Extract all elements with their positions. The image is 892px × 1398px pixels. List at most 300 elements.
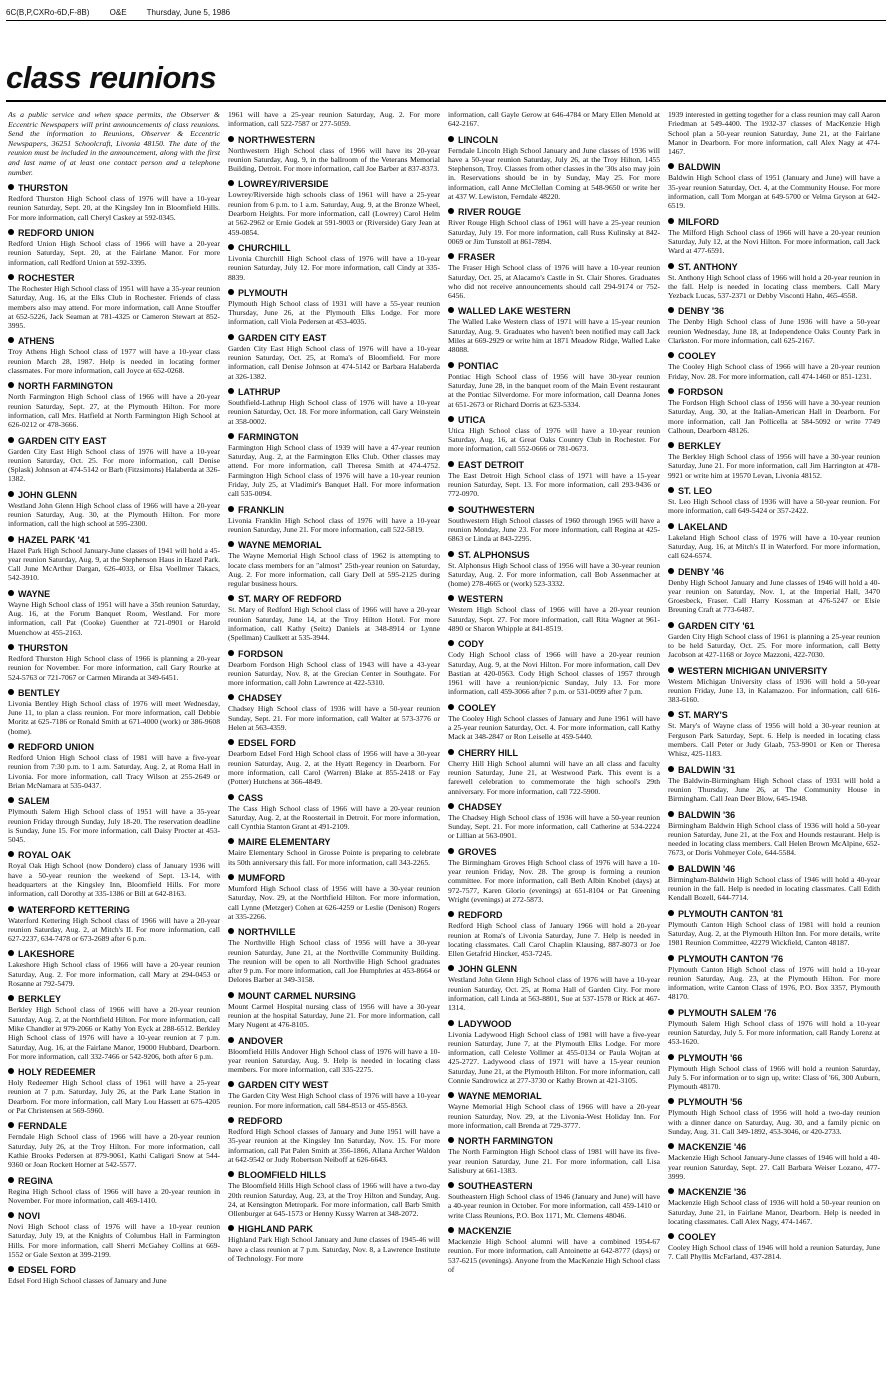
reunion-entry: [228, 134, 440, 174]
bullet-icon: [668, 1009, 674, 1015]
bullet-icon: [448, 1227, 454, 1233]
reunion-entry: [8, 993, 220, 1061]
entry-heading: [668, 1141, 880, 1153]
entry-body: Redford High School class of January 1966 will hold a 20-year reunion at Roma's of Livonia Saturday, June 7. Help is needed in locating classmates. Call Carol Chaplin Klausing, 887-8073 or Joe Ellen Getafrid Hincker, 453-7245.: [448, 921, 660, 959]
bullet-icon: [448, 1137, 454, 1143]
bullet-icon: [668, 1143, 674, 1149]
entry-body: The Northville High School class of 1956 will have a 30-year reunion Saturday, June 21, at the Northville Community Building. The reunion will be open to all Northville High School graduates after 9 p.m. For more information, call Joe Humphries at 453-8664 or Delores Barber at 349-3158.: [228, 938, 440, 985]
entry-body: Redford High School classes of January and June 1951 will have a 35-year reunion at the Kingsley Inn Saturday, Nov. 15. For more information, call Pat Palen Smith at 356-1866, Allana Archer Waldon at 642-9542 or Judy Robertson Neiboff at 626-6643.: [228, 1127, 440, 1164]
entry-heading-text: WESTERN MICHIGAN UNIVERSITY: [678, 665, 828, 676]
entry-body: information, call Gayle Gerow at 646-4784 or Mary Ellen Menold at 642-2167.: [448, 110, 660, 129]
entry-heading: [668, 809, 880, 821]
bullet-icon: [8, 995, 14, 1001]
entry-heading-text: LAKESHORE: [18, 949, 75, 960]
entry-heading-text: CHURCHILL: [238, 242, 291, 253]
reunion-entry: [668, 953, 880, 1002]
entry-body: The Chadsey High School class of 1936 will have a 50-year reunion Sunday, Sept. 21. For more information, call Catherine at 534-2224 or Lillian at 563-0901.: [448, 812, 660, 841]
bullet-icon: [448, 848, 454, 854]
entry-heading-text: WAYNE MEMORIAL: [458, 1091, 542, 1102]
reunion-entry: [228, 1115, 440, 1164]
bullet-icon: [668, 1054, 674, 1060]
bullet-icon: [448, 506, 454, 512]
reunion-entry: [448, 1090, 660, 1130]
entry-heading-text: ST. MARY OF REDFORD: [238, 594, 342, 605]
entry-body: The Walled Lake Western class of 1971 will have a 15-year reunion Saturday, Aug. 9. Graduates who haven't been notified may call Jack Miles at 669-2929 or write him at 1871 Meadow Ridge, Walled Lake 48088.: [448, 317, 660, 355]
entry-body: The East Detroit High School class of 1971 will have a 15-year reunion Saturday, Sept. 13. For more information, call 293-9436 or 772-0970.: [448, 470, 660, 499]
entry-heading-text: DENBY '36: [678, 306, 724, 317]
entry-body: Hazel Park High School January-June classes of 1941 will hold a 45-year reunion Saturday, Aug. 9, at the Stephenson Haus in Hazel Park. Call June McArthur Dargan, 626-4033, or Elsa Voellmer Takacs, 542-3910.: [8, 545, 220, 583]
bullet-icon: [228, 136, 234, 142]
entry-heading: [668, 1186, 880, 1198]
reunion-entry: [448, 1135, 660, 1175]
bullet-icon: [448, 253, 454, 259]
entry-heading-text: NOVI: [18, 1211, 41, 1222]
bullet-icon: [8, 1212, 14, 1218]
entry-heading: [228, 1079, 440, 1091]
entry-heading: [8, 534, 220, 546]
entry-body: Redford Thurston High School class of 1966 is planning a 20-year reunion for November. For more information, call Gary Rourke at 524-5763 or 721-7067 or Carmen Miranda at 349-6451.: [8, 653, 220, 682]
reunion-entry: [448, 747, 660, 796]
entry-heading: [448, 305, 660, 317]
reunion-entry: [448, 963, 660, 1012]
entry-heading: [448, 1180, 660, 1192]
bullet-icon: [228, 1081, 234, 1087]
reunion-entry: [668, 1141, 880, 1181]
reunion-entry: [228, 692, 440, 732]
reunion-entry: [8, 182, 220, 222]
entry-heading: [228, 872, 440, 884]
entry-heading-text: FERNDALE: [18, 1121, 67, 1132]
entry-heading-text: FORDSON: [238, 648, 283, 659]
entry-heading-text: WESTERN: [458, 594, 503, 605]
entry-body: Redford Union High School class of 1981 will have a five-year reunion from 7:30 p.m. to 1 a.m. Saturday, Aug. 2, at Roma Hall in Livonia. For more information, call Tracy Wilson at 255-2649 or Brian McNamara at 535-0437.: [8, 753, 220, 790]
entry-heading-text: REDFORD: [458, 910, 503, 921]
reunion-entry: [228, 287, 440, 327]
reunion-entry: [448, 504, 660, 544]
entry-body: The Denby High School class of June 1936 will have a 50-year reunion Wednesday, June 18, at Independence Oaks County Park in Clarkston. For more information, call 625-2167.: [668, 317, 880, 346]
entry-body: Livonia Bentley High School class of 1976 will meet Wednesday, June 11, to plan a class reunion. For more information, call Debbie Moritz at 625-7186 or Ronald Smith at 671-4000 (work) or 386-9608 (home).: [8, 698, 220, 736]
entry-heading-text: SOUTHEASTERN: [458, 1181, 533, 1192]
bullet-icon: [8, 382, 14, 388]
entry-heading: [8, 948, 220, 960]
entry-body: Northwestern High School class of 1966 will have its 20-year reunion Saturday, Aug. 9, in the ballroom of the Veterans Memorial Building, Detroit. For more information, call Joe Barber at 837-8373.: [228, 145, 440, 174]
entry-heading: [228, 1035, 440, 1047]
reunion-entry: [448, 549, 660, 589]
entry-heading-text: GARDEN CITY WEST: [238, 1080, 329, 1091]
folio-paper: O&E: [109, 8, 127, 17]
entry-heading-text: REDFORD UNION: [18, 742, 94, 753]
entry-heading: [8, 642, 220, 654]
entry-body: Livonia Franklin High School class of 1976 will have a 10-year reunion Saturday, June 21. For more information, call 522-5819.: [228, 515, 440, 534]
entry-body: Dearborn Edsel Ford High School class of 1956 will have a 30-year reunion Saturday, Aug. 2, at the Hyatt Regency in Dearborn. For more information, call Carol (Warren) Blake at 855-2418 or Fay (Potter) Hutchens at 366-4849.: [228, 749, 440, 787]
reunion-entry: [668, 110, 880, 156]
reunion-entry: [228, 792, 440, 832]
reunion-entry: [228, 178, 440, 236]
entry-body: 1961 will have a 25-year reunion Saturday, Aug. 2. For more information, call 522-7587 or 277-5059.: [228, 110, 440, 129]
bullet-icon: [8, 743, 14, 749]
reunion-entry: [668, 863, 880, 903]
entry-heading-text: THURSTON: [18, 183, 68, 194]
entry-body: Edsel Ford High School classes of January and June: [8, 1276, 167, 1286]
entry-heading-text: REGINA: [18, 1175, 54, 1186]
reunion-entry: [228, 593, 440, 642]
entry-heading: [448, 414, 660, 426]
bullet-icon: [228, 1117, 234, 1123]
bullet-icon: [8, 1122, 14, 1128]
bullet-icon: [228, 595, 234, 601]
entry-heading: [448, 846, 660, 858]
entry-body: Plymouth Salem High School class of 1976 will hold a 10-year reunion Saturday, July 5. For more information, call Randy Lorenz at 453-1620.: [668, 1018, 880, 1047]
entry-heading: [8, 1210, 220, 1222]
entry-heading: [228, 836, 440, 848]
entry-body: The Milford High School class of 1966 will have a 20-year reunion Saturday, July 12, at the Novi Hilton. For more information, call Jack Ward at 477-6591.: [668, 227, 880, 256]
reunion-entry: [448, 801, 660, 841]
entry-heading: [8, 1264, 220, 1276]
entry-heading: [448, 963, 660, 975]
entry-heading: [668, 1096, 880, 1108]
reunion-entry: [448, 414, 660, 454]
entry-body: Cody High School class of 1966 will have a 20-year reunion Saturday, Aug. 9, at the Novi Hilton. For more information, call Dev Bastian at 420-0563. Cody High School classes of 1957 through 1961 will have a reunion/picnic Sunday, July 13. For more information, call 459-3066 after 7 p.m. or 531-0099 after 7 p.m.: [448, 650, 660, 697]
reunion-entry: [8, 489, 220, 529]
entry-heading: [8, 1175, 220, 1187]
entry-heading: [448, 251, 660, 263]
entry-heading-text: COOLEY: [678, 351, 717, 362]
entry-heading-text: JOHN GLENN: [18, 489, 78, 500]
entry-heading: [448, 459, 660, 471]
bullet-icon: [8, 337, 14, 343]
entry-heading: [668, 566, 880, 578]
reunion-entry: [8, 435, 220, 484]
entry-heading-text: FARMINGTON: [238, 431, 299, 442]
reunion-entry: [8, 687, 220, 736]
bullet-icon: [668, 865, 674, 871]
entry-body: Birmingham Baldwin High School class of 1936 will hold a 50-year reunion Saturday, June 21, at the Fox and Hounds restaurant. Help is needed in locating class members. Call Helen Brown McAlpine, 652-7673, or Doris Vohmeyer Cole, 644-5584.: [668, 820, 880, 858]
bullet-icon: [448, 307, 454, 313]
entry-heading-text: DENBY '46: [678, 566, 724, 577]
entry-body: The Fordson High School class of 1956 will have a 30-year reunion Saturday, Aug. 30, at the Italian-American Hall in Dearborn. For more information, call Jan Pollicella at 584-5092 or write 7749 Calhoun, Dearborn 48126.: [668, 397, 880, 435]
entry-heading-text: MACKENZIE '36: [678, 1187, 747, 1198]
entry-heading-text: EDSEL FORD: [238, 738, 296, 749]
bullet-icon: [448, 965, 454, 971]
reunion-entry: [8, 1210, 220, 1259]
bullet-icon: [228, 541, 234, 547]
entry-heading-text: HAZEL PARK '41: [18, 534, 90, 545]
entry-heading-text: BERKLEY: [678, 441, 722, 452]
bullet-icon: [8, 184, 14, 190]
entry-heading-text: SALEM: [18, 796, 50, 807]
entry-heading: [228, 593, 440, 605]
bullet-icon: [228, 1171, 234, 1177]
entry-heading: [668, 261, 880, 273]
reunion-entry: [8, 1264, 220, 1285]
bullet-icon: [668, 766, 674, 772]
entry-body: The Cooley High School classes of January and June 1961 will have a 25-year reunion Saturday, Oct. 4. For more information, call Kathy Mack at 348-2847 or Ron Leiselle at 459-5440.: [448, 713, 660, 742]
entry-heading-text: MACKENZIE: [458, 1226, 512, 1237]
reunion-entry: [448, 206, 660, 246]
reunion-entry: [228, 737, 440, 786]
entry-heading: [228, 431, 440, 443]
reunion-entry: [8, 534, 220, 583]
bullet-icon: [8, 590, 14, 596]
reunion-entry: [228, 872, 440, 921]
bullet-icon: [8, 1266, 14, 1272]
reunion-entry: [448, 638, 660, 696]
reunion-entry: [228, 1223, 440, 1263]
entry-heading-text: WATERFORD KETTERING: [18, 904, 130, 915]
entry-body: St. Leo High School class of 1936 will have a 50-year reunion. For more information, call 649-5424 or 357-2422.: [668, 497, 880, 516]
entry-body: St. Alphonsus High School class of 1956 will have a 30-year reunion Saturday, Aug. 2. For more information, call Bob Assenmacher at (home) 278-4665 or (work) 523-3332.: [448, 560, 660, 589]
entry-body: St. Mary's of Wayne class of 1956 will hold a 30-year reunion at Ferguson Park Saturday, Sept. 6. Help is needed in locating class members. Call Peter or Judy Glaab, 753-9901 or Ken or Theresa Whisz, 425-1183.: [668, 721, 880, 759]
bullet-icon: [448, 640, 454, 646]
entry-heading-text: PLYMOUTH CANTON '81: [678, 908, 784, 919]
entry-heading-text: RIVER ROUGE: [458, 207, 522, 218]
entry-body: 1939 interested in getting together for a class reunion may call Aaron Friedman at 549-4400. The 1932-37 classes of MacKenzie High School plan a 50-year reunion Saturday, June 21, at the Fairlane Manor in Dearborn. For more information, call Alex Nagy at 474-1467.: [668, 110, 880, 157]
bullet-icon: [228, 1037, 234, 1043]
entry-body: Livonia Ladywood High School class of 1981 will have a five-year reunion Saturday, June 7, at the Plymouth Elks Lodge. For more information, call Celeste Vollmer at 455-0134 or Paula Wojtan at 425-2727. Ladywood class of 1971 will have a 15-year reunion Saturday, June 21, at the Plymouth Hilton. For more information, call Connie Sandrowicz at 277-3730 or Kathy Brown at 421-3105.: [448, 1029, 660, 1086]
entry-body: The Baldwin-Birmingham High School class of 1931 will hold a reunion Thursday, June 26, at The Community House in Birmingham. Call Jean Deer Blow, 645-1948.: [668, 775, 880, 804]
entry-heading-text: HIGHLAND PARK: [238, 1224, 313, 1235]
bullet-icon: [448, 362, 454, 368]
reunion-entry: [228, 504, 440, 535]
reunion-entry: [8, 948, 220, 988]
entry-body: Wayne High School class of 1951 will have a 35th reunion Saturday, Aug. 16, at the Forum Banquet Room, Westland. For more information, call Pat (Cooke) Guenther at 721-0901 or Harold Muenchow at 455-2163.: [8, 599, 220, 637]
entry-heading: [8, 335, 220, 347]
reunion-entry: [668, 1231, 880, 1262]
bullet-icon: [228, 433, 234, 439]
entry-body: Plymouth Salem High School class of 1951 will have a 35-year reunion Friday through Sunday, July 18-20. The reservation deadline is Sunday, June 15. For more information, call Daisy Procter at 453-5045.: [8, 807, 220, 845]
entry-body: Westland John Glenn High School class of 1976 will have a 10-year reunion Saturday, Oct. 25, at Roma Hall of Garden City. For more information, call Linda at 563-8801, Sue at 537-1578 or Rick at 467-1314.: [448, 975, 660, 1013]
entry-body: Redford Union High School class of 1966 will have a 20-year reunion Saturday, Sept. 20, at the Fairlane Manor. For more information, call Redford Union at 592-3395.: [8, 239, 220, 267]
entry-heading-text: BALDWIN '31: [678, 764, 736, 775]
entry-heading: [8, 227, 220, 239]
entry-heading-text: FORDSON: [678, 386, 723, 397]
entry-heading: [448, 801, 660, 813]
bullet-icon: [668, 442, 674, 448]
entry-heading-text: MACKENZIE '46: [678, 1142, 747, 1153]
bullet-icon: [8, 689, 14, 695]
entry-heading: [668, 305, 880, 317]
entry-body: Highland Park High School January and June classes of 1945-46 will have a class reunion at 7 p.m. Saturday, Nov. 8, a Lawrence Institute of Technology. For more: [228, 1235, 440, 1264]
entry-heading-text: PONTIAC: [458, 360, 499, 371]
entry-heading-text: GARDEN CITY EAST: [238, 332, 327, 343]
entry-heading-text: WALLED LAKE WESTERN: [458, 306, 571, 317]
entry-heading: [448, 134, 660, 146]
reunion-entry: [448, 702, 660, 742]
bullet-icon: [8, 1177, 14, 1183]
folio-section: 6C(B,P,CXRo-6D,F-8B): [6, 8, 90, 17]
entry-heading-text: JOHN GLENN: [458, 964, 518, 975]
entry-body: The Garden City West High School class of 1976 will have a 10-year reunion. For more information, call 584-8513 or 455-8563.: [228, 1091, 440, 1110]
entry-body: Cherry Hill High School alumni will have an all class and faculty reunion Saturday, June 21, at Westwood Park. This event is a farewell celebration to commemorate the high school's 29th anniversary. For more information, call 722-5900.: [448, 758, 660, 796]
entry-heading-text: HOLY REDEEMER: [18, 1067, 96, 1078]
bullet-icon: [448, 136, 454, 142]
bullet-icon: [228, 739, 234, 745]
column-3: [448, 110, 660, 1396]
entry-heading: [228, 1115, 440, 1127]
entry-body: Mackenzie High School January-June classes of 1946 will hold a 40-year reunion Saturday, Sept. 27. Call Barbara Weiser Lozano, 477-3999.: [668, 1153, 880, 1181]
reunion-columns: [8, 110, 886, 1396]
entry-heading-text: BALDWIN: [678, 162, 721, 173]
entry-heading-text: UTICA: [458, 414, 486, 425]
entry-heading-text: NORTHVILLE: [238, 927, 296, 938]
entry-body: Garden City East High School class of 1976 will have a 10-year reunion Saturday, Oct. 25, at Roma's of Bloomfield. For more information, call Denise Johnson at 474-5142 or Barbara Halaberda at 326-1382.: [228, 343, 440, 381]
entry-heading-text: CHERRY HILL: [458, 747, 519, 758]
reunion-entry: [668, 809, 880, 858]
bullet-icon: [228, 388, 234, 394]
entry-body: Utica High School class of 1976 will have a 10-year reunion Saturday, Aug. 16, at Great Oaks Country Club in Rochester. For more information, call 552-0666 or 781-0673.: [448, 425, 660, 454]
entry-heading: [8, 1120, 220, 1132]
column-4: [668, 110, 880, 1396]
entry-heading: [668, 1052, 880, 1064]
entry-body: Western High School class of 1966 will have a 20-year reunion Saturday, Sept. 27. For more information, call Rita Wagner at 961-4890 or Sharon Whipple at 841-8519.: [448, 605, 660, 633]
entry-heading: [448, 702, 660, 714]
bullet-icon: [228, 180, 234, 186]
entry-heading: [668, 709, 880, 721]
bullet-icon: [668, 218, 674, 224]
bullet-icon: [448, 208, 454, 214]
reunion-entry: [448, 134, 660, 202]
reunion-entry: [8, 849, 220, 898]
bullet-icon: [228, 244, 234, 250]
bullet-icon: [448, 1092, 454, 1098]
reunion-entry: [668, 261, 880, 301]
bullet-icon: [448, 416, 454, 422]
reunion-entry: [668, 485, 880, 516]
bullet-icon: [228, 992, 234, 998]
entry-heading: [228, 386, 440, 398]
entry-body: Mount Carmel Hospital nursing class of 1956 will have a 30-year reunion at the hospital Saturday, June 21. For more information, call Mary Nugent at 476-8105.: [228, 1001, 440, 1030]
bullet-icon: [228, 794, 234, 800]
entry-heading: [8, 489, 220, 501]
bullet-icon: [8, 644, 14, 650]
entry-heading: [448, 747, 660, 759]
entry-heading: [8, 435, 220, 447]
entry-heading: [448, 549, 660, 561]
entry-body: Bloomfield Hills Andover High School class of 1976 will have a 10-year reunion Saturday, Aug. 9. Help is needed in locating class members. For more information, call 335-2275.: [228, 1046, 440, 1075]
entry-heading: [448, 1018, 660, 1030]
entry-heading-text: WAYNE: [18, 588, 51, 599]
entry-heading: [448, 638, 660, 650]
reunion-entry: [448, 909, 660, 958]
entry-body: The Wayne Memorial High School class of 1962 is attempting to locate class members for an "almost" 25th-year reunion on Saturday, Aug. 2. For more information, call Gary Dell at 595-2125 during regular business hours.: [228, 551, 440, 589]
bullet-icon: [668, 307, 674, 313]
reunion-entry: [228, 1079, 440, 1110]
entry-body: Novi High School class of 1976 will have a 10-year reunion Saturday, July 19, at the Knights of Columbus Hall in Farmington Hills. For more information, call Sherri McGahey Collins at 669-1552 or Gale Sexton at 399-2199.: [8, 1222, 220, 1260]
entry-body: Ferndale High School class of 1966 will have a 20-year reunion Saturday, July 26, at the Troy Hilton. For more information, call Kathie Brooks Pedersen at 879-9061, Kathi Caligari Snow at 544-9360 or Joan Rockett Horner at 542-5577.: [8, 1132, 220, 1170]
entry-body: North Farmington High School class of 1966 will have a 20-year reunion Saturday, Sept. 27, at the Plymouth Hilton. For more information, call Mrs. Hatfield at North Farmington High School at 626-0212 or 478-3666.: [8, 392, 220, 430]
entry-body: Westland John Glenn High School class of 1966 will have a 20-year reunion Saturday, Aug. 30, at the Plymouth Hilton. For more information, call the high school at 595-2300.: [8, 500, 220, 529]
entry-body: Waterford Kettering High School class of 1966 will have a 20-year reunion Saturday, Aug. 2, at Mitch's II. For more information, call 627-2237, 634-7478 or 673-2689 after 6 p.m.: [8, 915, 220, 944]
bullet-icon: [228, 506, 234, 512]
entry-heading-text: MOUNT CARMEL NURSING: [238, 990, 356, 1001]
reunion-entry: [8, 795, 220, 844]
bullet-icon: [228, 928, 234, 934]
bullet-icon: [668, 711, 674, 717]
bullet-icon: [8, 797, 14, 803]
entry-heading-text: BERKLEY: [18, 994, 62, 1005]
entry-body: Pontiac High School class of 1956 will have 30-year reunion Saturday, June 28, in the banquet room of the Main Event restaurant at the Pontiac Silverdome. For more information, call Deanna Jones at 651-2673 or Richard Dorris at 623-5334.: [448, 371, 660, 409]
bullet-icon: [668, 1188, 674, 1194]
entry-heading-text: FRASER: [458, 252, 496, 263]
bullet-icon: [668, 388, 674, 394]
entry-heading: [228, 648, 440, 660]
bullet-icon: [448, 749, 454, 755]
entry-body: The Cooley High School class of 1966 will have a 20-year reunion Friday, Nov. 28. For more information, call 474-1460 or 851-1231.: [668, 362, 880, 381]
entry-heading: [228, 990, 440, 1002]
entry-heading: [448, 1135, 660, 1147]
entry-heading-text: FRANKLIN: [238, 504, 284, 515]
entry-heading: [228, 792, 440, 804]
entry-heading-text: LOWREY/RIVERSIDE: [238, 179, 329, 190]
entry-body: Lowrey/Riverside high schools class of 1961 will have a 25-year reunion from 6 p.m. to 1 a.m. Saturday, Aug. 9, at the Bronze Wheel, Dearborn Heights. For more information, call (Lowrey) Carol Helm at 562-2962 or Ernie Godek at 591-9003 or (Riverside) Gary Jean at 459-0854.: [228, 190, 440, 237]
reunion-entry: [668, 709, 880, 758]
entry-heading: [448, 909, 660, 921]
entry-heading: [448, 206, 660, 218]
entry-body: Southwestern High School classes of 1960 through 1965 will have a reunion Monday, June 23. For more information, call Regina at 425-6863 or Linda at 843-2295.: [448, 515, 660, 544]
entry-body: Mumford High School class of 1956 will have a 30-year reunion Saturday, Nov. 29, at the Northfield Hilton. For more information, call Lynne (Metzger) Cohen at 626-4259 or Leslie (Denison) Rogers at 335-2266.: [228, 884, 440, 921]
entry-heading-text: ROCHESTER: [18, 272, 75, 283]
entry-heading: [668, 620, 880, 632]
entry-heading-text: NORTH FARMINGTON: [18, 381, 113, 392]
entry-heading-text: LAKELAND: [678, 521, 728, 532]
reunion-entry: [668, 305, 880, 345]
reunion-entry: [448, 251, 660, 300]
entry-heading-text: CHADSEY: [238, 693, 283, 704]
entry-heading: [228, 504, 440, 516]
entry-heading: [668, 764, 880, 776]
bullet-icon: [228, 874, 234, 880]
reunion-entry: [668, 620, 880, 660]
entry-heading: [668, 863, 880, 875]
reunion-entry: [8, 741, 220, 790]
entry-body: Southeastern High School class of 1946 (January and June) will have a 40-year reunion in October. For more information, call 459-1410 or write Class Reunions, P.O. Box 1171, Mt. Clemens 48046.: [448, 1192, 660, 1220]
entry-heading: [668, 216, 880, 228]
entry-heading: [8, 904, 220, 916]
reunion-entry: [448, 1018, 660, 1086]
entry-body: Birmingham-Baldwin High School class of 1946 will hold a 40-year reunion in the fall. Help is needed in locating classmates. Call Edith Kendall Bozell, 644-7714.: [668, 874, 880, 903]
entry-body: Mackenzie High School alumni will have a combined 1954-67 reunion. For more information, call Antoinette at 642-8777 (days) or 537-6215 (evenings). Anyone from the MacKenzie High School class of: [448, 1237, 660, 1274]
reunion-entry: [228, 990, 440, 1030]
entry-heading-text: LATHRUP: [238, 386, 281, 397]
entry-heading-text: CHADSEY: [458, 801, 503, 812]
entry-body: Garden City High School class of 1961 is planning a 25-year reunion to be held Saturday, Oct. 25. For more information, call Betty Jacobson at 427-1168 or Joyce Mazzoni, 422-7030.: [668, 631, 880, 660]
entry-heading: [668, 350, 880, 362]
bullet-icon: [668, 1233, 674, 1239]
entry-body: Lakeland High School class of 1976 will have a 10-year reunion Saturday, Aug. 16, at Mitch's II in Waterford. For more information, call 624-6574.: [668, 532, 880, 561]
entry-heading: [228, 287, 440, 299]
entry-heading-text: GARDEN CITY EAST: [18, 435, 107, 446]
entry-heading-text: WAYNE MEMORIAL: [238, 540, 322, 551]
entry-body: Denby High School January and June classes of 1946 will hold a 40-year reunion on Saturday, Nov. 1, at the Imperial Hall, 3470 Groesbeck, Fraser. Call Harry Kossman at 476-5247 or Elsie Breuning Craft at 773-6487.: [668, 577, 880, 615]
reunion-entry: [228, 386, 440, 426]
reunion-entry: [228, 926, 440, 984]
entry-heading-text: REDFORD: [238, 1116, 283, 1127]
entry-heading: [448, 593, 660, 605]
reunion-entry: [8, 380, 220, 429]
entry-heading: [8, 993, 220, 1005]
entry-heading-text: REDFORD UNION: [18, 228, 94, 239]
reunion-entry: [448, 360, 660, 409]
entry-heading-text: EDSEL FORD: [18, 1265, 76, 1276]
entry-heading-text: GROVES: [458, 846, 497, 857]
entry-heading: [8, 588, 220, 600]
entry-heading-text: CODY: [458, 639, 485, 650]
bullet-icon: [448, 1182, 454, 1188]
reunion-entry: [668, 161, 880, 210]
reunion-entry: [668, 521, 880, 561]
reunion-entry: [448, 1180, 660, 1220]
reunion-entry: [8, 227, 220, 267]
